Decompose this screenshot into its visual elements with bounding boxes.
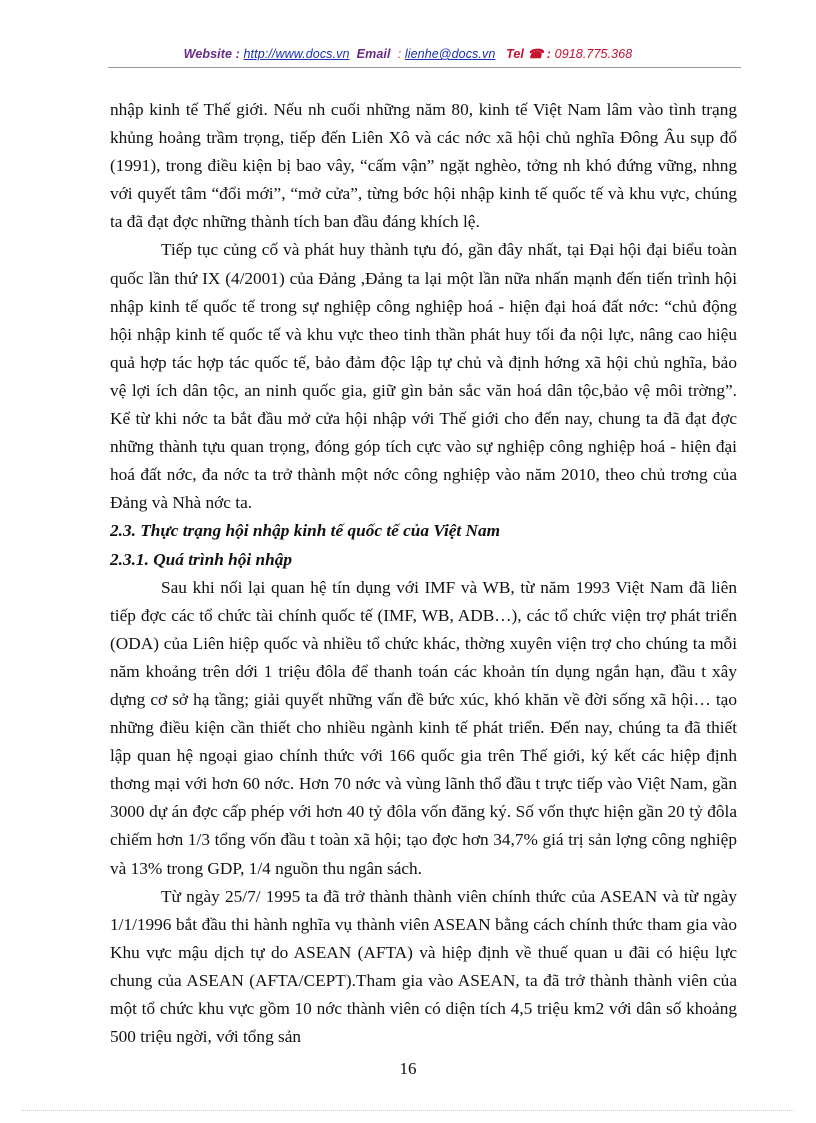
paragraph-4: Từ ngày 25/7/ 1995 ta đã trở thành thành viên chính thức của ASEAN và từ ngày 1/1/1996 bắt đầu thi hành nghĩa vụ thành viên ASEAN bằng cách chính thức tham gia vào Khu vực mậu dịch tự do ASEAN (AFTA) và hiệp định về thuế quan u đãi có hiệu lực chung của ASEAN (AFTA/CEPT).Tham gia vào ASEAN, ta đã trở thành thành viên của một tổ chức khu vực gồm 10 nớc thành viên có diện tích 4,5 triệu km2 với dân số khoảng 500 triệu ngời, với tổng sản: [110, 886, 737, 1047]
phone-number: 0918.775.368: [554, 47, 633, 61]
website-link[interactable]: http://www.docs.vn: [243, 47, 350, 61]
website-label: Website :: [183, 47, 240, 61]
section-heading-2-3-1: 2.3.1. Quá trình hội nhập: [110, 549, 293, 569]
document-body: [110, 96, 737, 1051]
email-link[interactable]: lienhe@docs.vn: [404, 47, 496, 61]
page-header: [0, 46, 816, 61]
paragraph-3: Sau khi nối lại quan hệ tín dụng với IMF và WB, từ năm 1993 Việt Nam đã liên tiếp đợc các tổ chức tài chính quốc tế (IMF, WB, ADB…), các tổ chức viện trợ phát triển (ODA) của Liên hiệp quốc và nhiều tổ chức khác, thờng xuyên viện trợ cho chúng ta mỗi năm khoảng trên dới 1 triệu đôla để thanh toán các khoản tín dụng ngắn hạn, đầu t xây dựng cơ sở hạ tầng; giải quyết những vấn đề bức xúc, khó khăn về đời sống xã hội… tạo những điều kiện cần thiết cho nhiều ngành kinh tế phát triển. Đến nay, chúng ta đã thiết lập quan hệ ngoại giao chính thức với 166 quốc gia trên Thế giới, ký kết các hiệp định thơng mại với hơn 60 nớc. Hơn 70 nớc và vùng lãnh thổ đầu t trực tiếp vào Việt Nam, gần 3000 dự án đợc cấp phép với hơn 40 tỷ đôla vốn đăng ký. Số vốn thực hiện gần 20 tỷ đôla chiếm hơn 1/3 tổng vốn đầu t toàn xã hội; tạo đợc hơn 34,7% giá trị sản lợng công nghiệp và 13% trong GDP, 1/4 nguồn thu ngân sách.: [110, 577, 737, 878]
header-divider: [108, 67, 741, 68]
email-separator: :: [397, 47, 402, 61]
section-heading-2-3: 2.3. Thực trạng hội nhập kinh tế quốc tế của Việt Nam: [110, 521, 501, 541]
paragraph-1: nhập kinh tế Thế giới. Nếu nh cuối những năm 80, kinh tế Việt Nam lâm vào tình trạng khủng hoảng trầm trọng, tiếp đến Liên Xô và các nớc xã hội chủ nghĩa Đông Âu sụp đổ (1991), trong điều kiện bị bao vây, “cấm vận” ngặt nghèo, tởng nh khó đứng vững, nhng với quyết tâm “đổi mới”, “mở cửa”, từng bớc hội nhập kinh tế quốc tế và khu vực, chúng ta đã đạt đợc những thành tích ban đầu đáng khích lệ.: [110, 100, 737, 232]
footer-divider: [22, 1110, 794, 1111]
email-label: Email: [356, 47, 391, 61]
paragraph-2: Tiếp tục củng cố và phát huy thành tựu đó, gần đây nhất, tại Đại hội đại biểu toàn quốc lần thứ IX (4/2001) của Đảng ,Đảng ta lại một lần nữa nhấn mạnh đến tiến trình hội nhập kinh tế quốc tế trong sự nghiệp công nghiệp hoá - hiện đại hoá đất nớc: “chủ động hội nhập kinh tế quốc tế và khu vực theo tinh thần phát huy tối đa nội lực, nâng cao hiệu quả hợp tác hợp tác quốc tế, bảo đảm độc lập tự chủ và định hớng xã hội chủ nghĩa, bảo vệ lợi ích dân tộc, an ninh quốc gia, giữ gìn bản sắc văn hoá dân tộc,bảo vệ môi trờng”. Kể từ khi nớc ta bắt đầu mở cửa hội nhập với Thế giới cho đến nay, chung ta đã đạt đợc những thành tựu quan trọng, đóng góp tích cực vào sự nghiệp công nghiệp hoá - hiện đại hoá đất nớc, đa nớc ta trở thành một nớc công nghiệp vào năm 2010, theo chủ trơng của Đảng và Nhà nớc ta.: [110, 240, 737, 513]
page-number: 16: [399, 1059, 417, 1078]
tel-label: Tel ☎ :: [506, 47, 552, 61]
